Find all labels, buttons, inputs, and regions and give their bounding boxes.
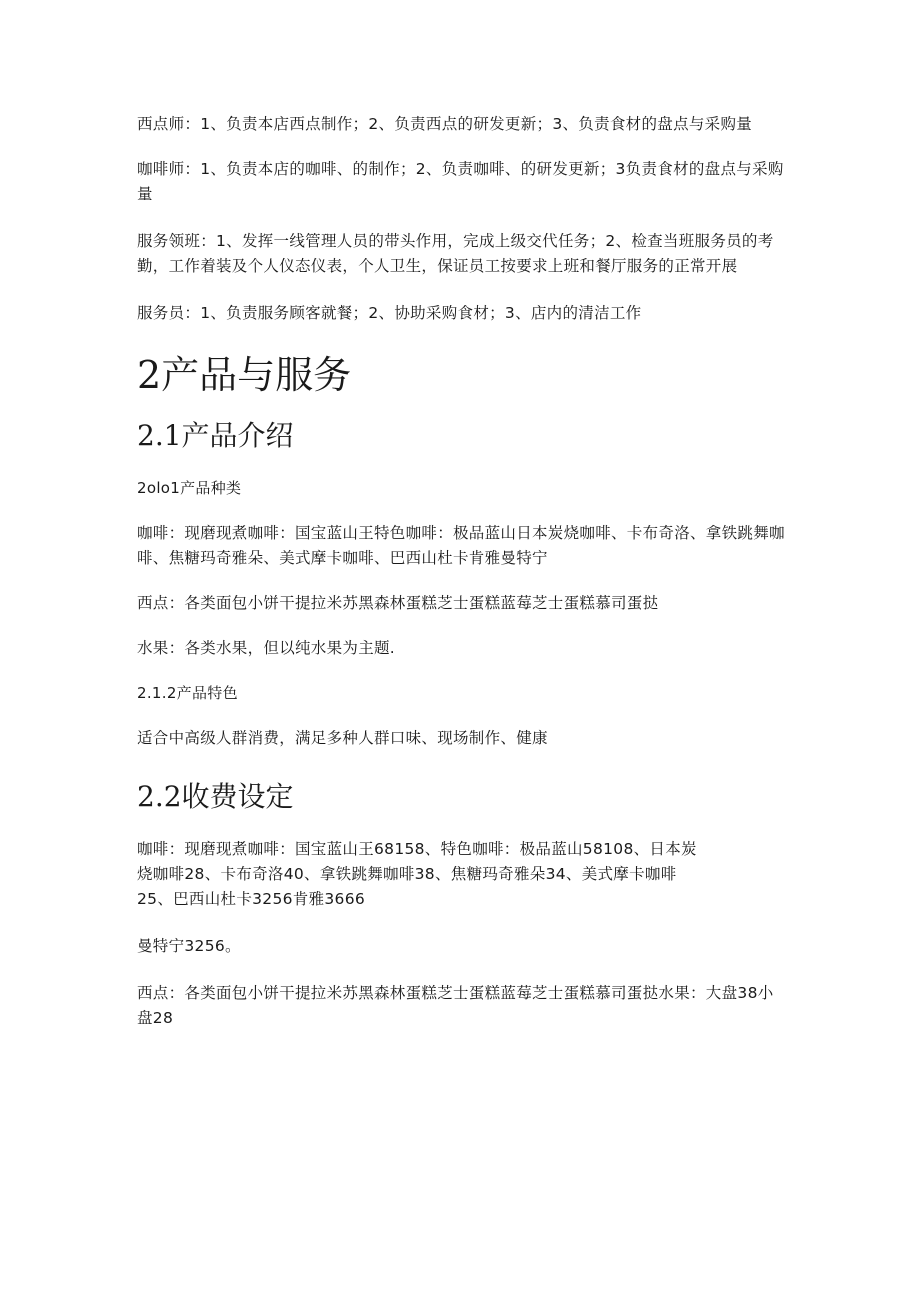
paragraph-waiter: 服务员：1、负责服务顾客就餐；2、协助采购食材；3、店内的清洁工作 [137, 304, 642, 322]
pricing-coffee-line-2: 烧咖啡28、卡布奇洛40、拿铁跳舞咖啡38、焦糖玛奇雅朵34、美式摩卡咖啡 [137, 865, 677, 883]
paragraph-pastry-types: 西点：各类面包小饼干提拉米苏黑森林蛋糕芝士蛋糕蓝莓芝士蛋糕慕司蛋挞 [137, 594, 659, 612]
section-2-1-heading: 2.1产品介绍 [137, 419, 294, 452]
section-2-2-heading: 2.2收费设定 [137, 780, 294, 813]
paragraph-barista: 咖啡师：1、负责本店的咖啡、的制作；2、负责咖啡、的研发更新；3负责食材的盘点与采购量 [137, 160, 784, 203]
paragraph-service-lead: 服务领班：1、发挥一线管理人员的带头作用，完成上级交代任务；2、检查当班服务员的考勤，工作着装及个人仪态仪表，个人卫生，保证员工按要求上班和餐厅服务的正常开展 [137, 232, 774, 275]
pricing-coffee-line-3: 25、巴西山杜卡3256肯雅3666 [137, 890, 366, 908]
pricing-mandheling: 曼特宁3256。 [137, 937, 241, 955]
paragraph-fruit-types: 水果：各类水果，但以纯水果为主题. [137, 639, 396, 657]
paragraph-coffee-types: 咖啡：现磨现煮咖啡：国宝蓝山王特色咖啡：极品蓝山日本炭烧咖啡、卡布奇洛、拿铁跳舞咖啡、焦糖玛奇雅朵、美式摩卡咖啡、巴西山杜卡肯雅曼特宁 [137, 524, 785, 567]
section-2-heading: 2产品与服务 [137, 353, 352, 397]
pricing-coffee-block [137, 837, 787, 912]
pricing-pastry-fruit: 西点：各类面包小饼干提拉米苏黑森林蛋糕芝士蛋糕蓝莓芝士蛋糕慕司蛋挞水果：大盘38小盘28 [137, 984, 774, 1027]
document-content [137, 112, 787, 1031]
section-2-1-1-heading: 2olo1产品种类 [137, 479, 242, 497]
pricing-coffee-line-1: 咖啡：现磨现煮咖啡：国宝蓝山王68158、特色咖啡：极品蓝山58108、日本炭 [137, 840, 697, 858]
paragraph-pastry-chef: 西点师：1、负责本店西点制作；2、负责西点的研发更新；3、负责食材的盘点与采购量 [137, 115, 753, 133]
paragraph-product-features: 适合中高级人群消费，满足多种人群口味、现场制作、健康 [137, 729, 548, 747]
section-2-1-2-heading: 2.1.2产品特色 [137, 684, 238, 702]
